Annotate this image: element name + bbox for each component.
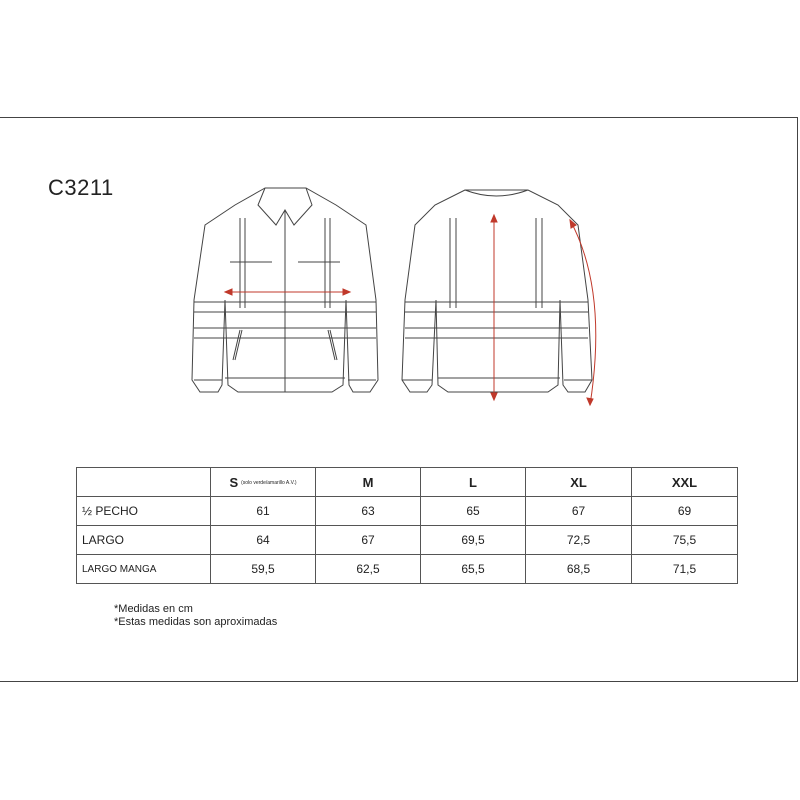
header-size-cell: S (solo verde/amarillo A.V.) — [211, 468, 316, 497]
header-size-cell: XXL — [632, 468, 738, 497]
product-code: C3211 — [48, 175, 114, 200]
table-row — [77, 555, 738, 584]
table-cell: 69 — [632, 497, 738, 526]
row-label: LARGO — [77, 526, 211, 555]
jacket-illustrations — [180, 180, 620, 410]
table-cell: 59,5 — [211, 555, 316, 584]
table-cell: 68,5 — [526, 555, 632, 584]
header-size-cell: XL — [526, 468, 632, 497]
table-cell: 72,5 — [526, 526, 632, 555]
table-cell: 67 — [526, 497, 632, 526]
table-row — [77, 526, 738, 555]
length-arrow — [491, 215, 497, 400]
header-size-cell: L — [421, 468, 526, 497]
size-table — [76, 467, 738, 584]
table-cell: 61 — [211, 497, 316, 526]
table-row — [77, 497, 738, 526]
header-size-cell: M — [316, 468, 421, 497]
row-label: ½ PECHO — [77, 497, 211, 526]
table-cell: 71,5 — [632, 555, 738, 584]
row-label: LARGO MANGA — [77, 555, 211, 584]
table-header-row — [77, 468, 738, 497]
size-note: (solo verde/amarillo A.V.) — [241, 480, 297, 487]
jacket-back-illustration — [402, 190, 592, 392]
chest-width-arrow — [225, 289, 350, 295]
table-cell: 69,5 — [421, 526, 526, 555]
table-cell: 64 — [211, 526, 316, 555]
notes — [114, 603, 277, 629]
table-cell: 67 — [316, 526, 421, 555]
table-cell: 75,5 — [632, 526, 738, 555]
table-cell: 62,5 — [316, 555, 421, 584]
note-units: *Medidas en cm — [114, 603, 193, 615]
table-cell: 65 — [421, 497, 526, 526]
table-cell: 63 — [316, 497, 421, 526]
jacket-front-illustration — [192, 188, 378, 392]
note-approximate: *Estas medidas son aproximadas — [114, 616, 278, 628]
table-cell: 65,5 — [421, 555, 526, 584]
header-label-cell — [77, 468, 211, 497]
